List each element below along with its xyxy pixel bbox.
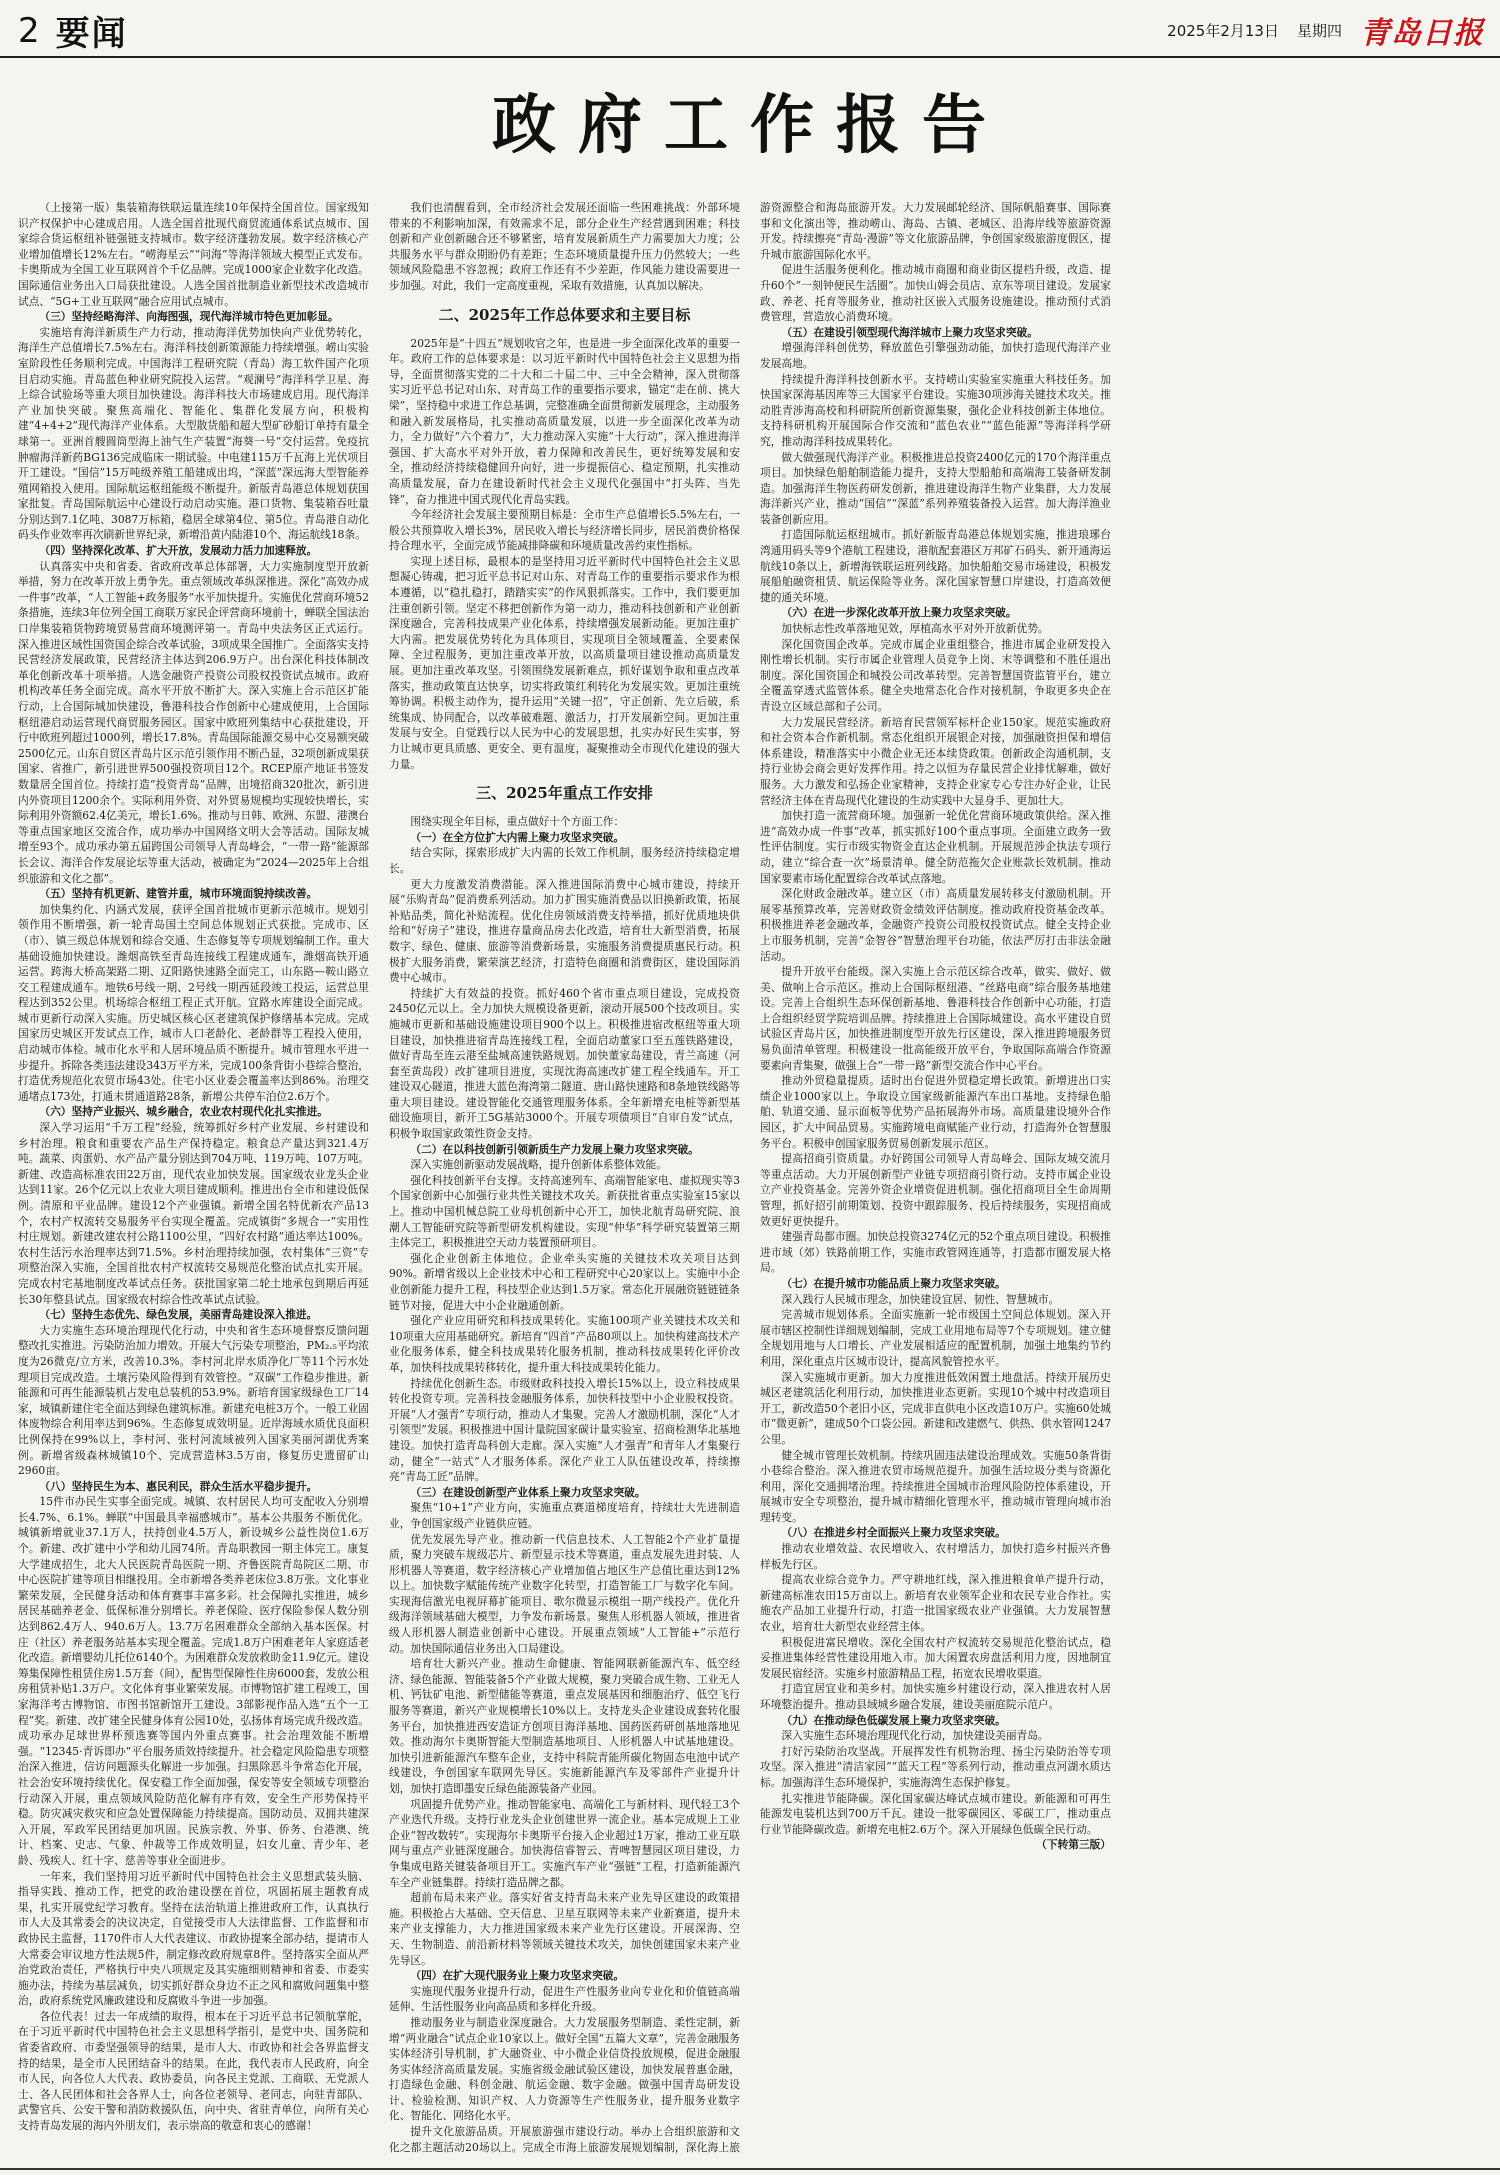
article-paragraph: 提升开放平台能级。深入实施上合示范区综合改革，做实、做好、做美、做响上合示范区。推动上合国际枢纽港、“丝路电商”综合服务基地建设。完善上合组织生态环保创新基地、鲁港科技合作创新中心功能，打造上合组织经贸学院培训品牌。持续推进上合国际城建设。高水平建设自贸试验区青岛片区，加快推进制度型开放先行区建设，深入推进跨境服务贸易负面清单管理。积极建设一批高能级开放平台，争取国际高端合作资源要素向青集聚，做强上合“一带一路”新型交流合作中心平台。 (760, 965, 1111, 1072)
article-paragraph: 优先发展先导产业。推动新一代信息技术、人工智能2个产业扩量提质，聚力突破车规级芯片、新型显示技术等赛道，重点发展先进封装、人形机器人等赛道，数字经济核心产业增加值占地区生产总值比重达到12%以上。加快数字赋能传统产业数字化转型，打造智能工厂与数字化车间。实现海信激光电视屏幕扩能项目、歌尔微显示模组一期产线投产。优化升级海洋领域基础大模型，力争发布新场景。聚焦人形机器人领域，推进省级人形机器人制造业创新中心建设。开展重点领域“人工智能+”示范行动。加快国际通信业务出入口局建设。 (389, 1532, 740, 1655)
article-paragraph: 提升文化旅游品质。开展旅游强市建设行动。举办上合组织旅游和文化之都主题活动20场以上。完成全市海上旅游发展规划编制，深化海上旅游资源整合和海岛旅游开发。大力发展邮轮经济、国际帆船赛事、国际赛事和文化演出等，推动崂山、海岛、古镇、老城区、沿海岸线等旅游资源开发。持续擦亮“青岛·漫游”等文化旅游品牌，争创国家级旅游度假区，提升城市旅游国际化水平。 (389, 201, 1111, 2154)
section-heading: 三、2025年重点工作安排 (476, 784, 653, 803)
article-paragraph: 深化财政金融改革。建立区（市）高质量发展转移支付激励机制。开展零基预算改革，完善财政资金绩效评估制度。推动政府投资基金改革。积极推进养老金融改革，金融资产投资公司股权投资试点。健全支持企业上市服务机制，完善“金智谷”智慧治理平台功能，依法严厉打击非法金融活动。 (760, 887, 1111, 963)
masthead (0, 0, 1500, 58)
article-paragraph: 完善城市规划体系。全面实施新一轮市级国土空间总体规划。深入开展市辖区控制性详细规划编制，完成工业用地布局等7个专项规划。建立健全规划用地与人口增长、产业发展相适应的配置机制，加强土地集约节约利用，深化重点片区城市设计，提高风貌管控水平。 (760, 1308, 1111, 1368)
newspaper-logo: 青岛日报 (1360, 16, 1484, 51)
article-paragraph: 促进生活服务便利化。推动城市商圈和商业街区提档升级，改造、提升60个“一刻钟便民生活圈”。加快山姆会员店、京东等项目建设。发展家政、养老、托育等服务业，推动社区嵌入式服务设施建设。推动预付式消费管理，营造放心消费环境。 (760, 263, 1111, 324)
article-paragraph: 实施培育海洋新质生产力行动，推动海洋优势加快向产业优势转化，海洋生产总值增长7.5%左右。海洋科技创新策源能力持续增强。崂山实验室阶段性任务顺利完成。中国海洋工程研究院（青岛）海工软件国产化项目启动实施。青岛蓝色种业研究院投入运营。“观澜号”海洋科学卫星、海上综合试验场等重大项目加快建设。海洋科技大市场建成启用。现代海洋产业加快突破。聚焦高端化、智能化、集群化发展方向，积极构建“4+4+2”现代海洋产业体系。大型散货船和超大型矿砂船订单持有量全球第一。亚洲首艘圆筒型海上油气生产装置“海葵一号”交付运营。免疫抗肿瘤海洋新药BG136完成临床一期试验。中电建115万千瓦海上光伏项目开工建设。“国信”15万吨级养殖工船建成出坞，“深蓝”深远海大型智能养殖网箱投入使用。国际航运枢纽能级不断提升。新版青岛港总体规划获国家批复。青岛国际航运中心建设行动启动实施。港口货物、集装箱吞吐量分别达到7.1亿吨、3087万标箱，稳居全球第4位、第5位。青岛港自动化码头作业效率再次刷新世界纪录，新增沿黄内陆港10个、海运航线18条。 (18, 325, 369, 542)
article-paragraph: 大力实施生态环境治理现代化行动，中央和省生态环境督察反馈问题整改扎实推进。污染防治加力增效。开展大气污染专项整治，PM₂.₅平均浓度为26微克/立方米，改善10.3%。李村河北岸水质净化厂等11个污水处理项目完成改造。土壤污染风险得到有效管控。“双碳”工作稳步推进。新能源和可再生能源装机占发电总装机的53.9%。新培育国家级绿色工厂14家，城镇新建住宅全面达到绿色建筑标准。新建充电桩3万个。一般工业固体废物综合利用率达到96%。生态修复成效明显。近岸海域水质优良面积比例保持在99%以上，李村河、张村河流域被列入国家美丽河湖优秀案例。新增省级森林城镇10个、完成营造林3.5万亩，修复历史遗留矿山2960亩。 (18, 1323, 369, 1478)
article-headline: 政府工作报告 (492, 88, 1008, 163)
article-paragraph: 聚焦“10+1”产业方向，实施重点赛道梯度培育，持续壮大先进制造业，争创国家级产业链供应链。 (389, 1501, 740, 1530)
article-paragraph: 深入实施创新驱动发展战略，提升创新体系整体效能。 (410, 1158, 667, 1172)
article-paragraph: 巩固提升优势产业。推动智能家电、高端化工与新材料、现代轻工3个产业迭代升级。支持行业龙头企业创建世界一流企业。基本完成规上工业企业“智改数转”。实现海尔卡奥斯平台接入企业超过1万家，推动工业互联网与重点产业链深度融合。加快海信睿智云、青啤智慧园区项目建设，力争集成电路关键装备项目开工。实施汽车产业“强链”工程，打造新能源汽车全产业链集群。持续打造品牌之都。 (389, 1797, 740, 1889)
article-paragraph: 15件市办民生实事全面完成。城镇、农村居民人均可支配收入分别增长4.7%、6.1%。蝉联“中国最具幸福感城市”。基本公共服务不断优化。城镇新增就业37.1万人，扶持创业4.5万人，新设城乡公益性岗位1.6万个。新建、改扩建中小学和幼儿园74所。青岛职教园一期主体完工。康复大学建成招生，北大人民医院青岛医院一期、齐鲁医院青岛院区二期、市中心医院扩建等项目相继投用。全市新增各类养老床位3.8万张。文化事业繁荣发展，全民健身活动和体育赛事丰富多彩。社会保障扎实推进，城乡居民基础养老金、低保标准分别增长。养老保险、医疗保险参保人数分别达到862.4万人、940.6万人。13.7万名困难群众全部纳入基本医保。村庄（社区）养老服务站基本实现全覆盖。完成1.8万户困难老年人家庭适老化改造。新增婴幼儿托位6140个。为困难群众发放救助金11.9亿元。建设筹集保障性租赁住房1.5万套（间），配售型保障性住房6000套，发放公租房租赁补贴1.3万户。文化体育事业繁荣发展。市博物馆扩建工程竣工，国家海洋考古博物馆、市图书馆新馆开工建设。3部影视作品入选“五个一工程”奖。新建、改扩建全民健身体育公园10处，弘扬体育场完成升级改造。成功承办足球世界杯预选赛等国内外重点赛事。社会治理效能不断增强。“12345·青诉即办”平台服务质效持续提升。社会稳定风险隐患专项整治深入推进，信访问题源头化解进一步加强。扫黑除恶斗争常态化开展，社会治安环境持续优化。保安稳工作全面加强，保安等安全领域专项整治行动深入开展，重点领域风险防范化解有序有效，安全生产形势保持平稳。防灾减灾救灾和应急处置保障能力持续提高。国防动员、双拥共建深入开展，军政军民团结更加巩固。民族宗教、外事、侨务、台港澳、统计、档案、史志、气象、仲裁等工作成效明显，妇女儿童、青少年、老龄、残疾人、红十字、慈善等事业全面进步。 (18, 1495, 369, 1867)
issue-weekday: 星期四 (1296, 21, 1342, 40)
section-heading: 二、2025年工作总体要求和主要目标 (438, 305, 691, 324)
article-paragraph: 健全城市管理长效机制。持续巩固违法建设治理成效。实施50条背街小巷综合整治。深入推进农贸市场规范提升。加强生活垃圾分类与资源化利用，深化交通拥堵治理。持续推进全国城市治理风险防控体系建设，开展城市安全专项整治，提升城市精细化管理水平，推动城市管理向城市治理转变。 (760, 1448, 1111, 1524)
article-paragraph: 建强青岛都市圈。加快总投资3274亿元的52个重点项目建设。积极推进市域（郊）铁路前期工作，实施市政管网连通等，打造都市圈发展大格局。 (760, 1230, 1111, 1275)
subsection-heading: （二）在以科技创新引领新质生产力发展上聚力攻坚求突破。 (410, 1142, 699, 1156)
article-paragraph: 推动农业增效益、农民增收入、农村增活力，加快打造乡村振兴齐鲁样板先行区。 (760, 1542, 1111, 1571)
subsection-heading: （八）坚持民生为本、惠民利民，群众生活水平稳步提升。 (39, 1479, 318, 1493)
article-paragraph: 2025年是“十四五”规划收官之年，也是进一步全面深化改革的重要一年。政府工作的总体要求是：以习近平新时代中国特色社会主义思想为指导，全面贯彻落实党的二十大和二十届二中、三中全会精神，深入贯彻落实习近平总书记对山东、对青岛工作的重要指示要求，锚定“走在前、挑大梁”，坚持稳中求进工作总基调，完整准确全面贯彻新发展理念，主动服务和融入新发展格局，扎实推动高质量发展，以进一步全面深化改革为动力，全力做好“六个着力”，大力推动深入实施“十大行动”，深入推进海洋强国、扩大高水平对外开放，着力保障和改善民生，更好统筹发展和安全，推动经济持续稳健回升向好，进一步提振信心、稳定预期，扎实推动高质量发展，奋力在建设新时代社会主义现代化强国中“打头阵、当先锋”，奋力推进中国式现代化青岛实践。 (389, 336, 740, 506)
article-paragraph: 推动外贸稳量提质。适时出台促进外贸稳定增长政策。新增进出口实绩企业1000家以上。争取设立国家级新能源汽车出口基地。支持绿色船舶、轨道交通、显示面板等优势产品拓展海外市场。高质量建设境外合作园区，扩大中间品贸易。实施跨境电商赋能产业行动，打造海外仓智慧服务平台。积极申创国家服务贸易创新发展示范区。 (760, 1074, 1111, 1150)
article-paragraph: 打造宜居宜业和美乡村。加快实施乡村建设行动，深入推进农村人居环境整治提升。推动县域城乡融合发展，建设美丽庭院示范户。 (760, 1682, 1111, 1711)
article-paragraph: 强化企业创新主体地位。企业牵头实施的关键技术攻关项目达到90%。新增省级以上企业技术中心和工程研究中心20家以上。实施中小企业创新能力提升工程，科技型企业达到1.5万家。常态化开展融资链链链条链节对接，促进大中小企业融通创新。 (389, 1251, 740, 1312)
subsection-heading: （四）坚持深化改革、扩大开放，发展动力活力加速释放。 (39, 544, 318, 558)
page-header (18, 6, 128, 55)
subsection-heading: （三）在建设创新型产业体系上聚力攻坚求突破。 (410, 1485, 646, 1499)
article-paragraph: 深化国资国企改革。完成市属企业重组整合，推进市属企业研发投入刚性增长机制。实行市属企业管理人员竞争上岗、末等调整和不胜任退出制度。深化国资国企和城投公司改革转型。完善智慧国资监管平台，建立全覆盖穿透式监管体系。健全央地常态化合作对接机制，争取更多央企在青设立区域总部和子公司。 (760, 637, 1111, 713)
page-number: 2 (18, 10, 40, 51)
bottom-rule (0, 2168, 1500, 2170)
article-paragraph: 今年经济社会发展主要预期目标是：全市生产总值增长5.5%左右，一般公共预算收入增长3%，居民收入增长与经济增长同步，居民消费价格保持合理水平，全面完成节能减排降碳和环境质量改善约束性指标。 (389, 508, 740, 553)
article-paragraph: 我们也清醒看到，全市经济社会发展还面临一些困难挑战：外部环境带来的不利影响加深，有效需求不足，部分企业生产经营遇到困难；科技创新和产业创新融合还不够紧密，培育发展新质生产力需要加大力度；公共服务水平与群众期盼仍有差距；生态环境质量提升压力仍然较大；一些领域风险隐患不容忽视；政府工作还有不少差距，作风能力建设需要进一步加强。对此，我们一定高度重视，采取有效措施，认真加以解决。 (389, 201, 740, 292)
article-paragraph: 持续优化创新生态。市级财政科技投入增长15%以上，设立科技成果转化投资专项。完善科技金融服务体系，加快科技型中小企业股权投资。开展“人才强青”专项行动，推动人才集聚。完善人才激励机制，深化“人才引领型”发展。积极推进中国计量院国家碳计量实验室、招商检测华北基地建设。加快打造青岛科创大走廊。深入实施“人才强青”和青年人才集聚行动，健全“一站式”人才服务体系。深化产业工人队伍建设改革，持续擦亮“青岛工匠”品牌。 (389, 1376, 740, 1484)
article-paragraph: 深入践行人民城市理念，加快建设宜居、韧性、智慧城市。 (781, 1292, 1060, 1306)
article-paragraph: 深入实施城市更新。加大力度推进低效闲置土地盘活。持续开展历史城区老建筑活化利用行动，加快推进业态更新。实现10个城中村改造项目开工，新改造50个老旧小区，完成非直供电小区改造10万户。实施60处城市“微更新”，建成50个口袋公园。新建和改建燃气、供热、供水管网1247公里。 (760, 1370, 1111, 1446)
subsection-heading: （三）坚持经略海洋、向海图强，现代海洋城市特色更加彰显。 (39, 310, 339, 324)
continued-note: （下转第三版） (1036, 1838, 1111, 1852)
article-paragraph: 强化产业应用研究和科技成果转化。实施100项产业关键技术攻关和10项重大应用基础研究。新培育“四首”产品80项以上。加快构建高技术产业化服务体系，健全科技成果转化服务机制，推动科技成果转化评价改革，加快科技成果转移转化，提升重大科技成果转化能力。 (389, 1314, 740, 1374)
article-paragraph: （上接第一版）集装箱海铁联运量连续10年保持全国首位。国家级知识产权保护中心建成启用。人选全国首批现代商贸流通体系试点城市、国家综合货运枢纽补链强链支持城市。数字经济蓬勃发展。数字经济核心产业增加值增长12%左右。“崂海星云”“问海”等海洋领域大模型正式发布。卡奥斯成为全国工业互联网首个千亿品牌。完成1000家企业数字化改造。国际通信业务出入口局获批建设。人选全国首批制造业新型技术改造城市试点、“5G+工业互联网”融合应用试点城市。 (18, 201, 369, 308)
article-paragraph: 打好污染防治攻坚战。开展挥发性有机物治理、扬尘污染防治等专项攻坚。深入推进“清洁家园”“蓝天工程”等系列行动，推动重点河湖水质达标。加强海洋生态环境保护，实施海湾生态保护修复。 (760, 1744, 1111, 1789)
article-paragraph: 持续提升海洋科技创新水平。支持崂山实验室实施重大科技任务。加快国家深海基因库等三大国家平台建设。实施30项涉海关键技术攻关。推动胜青涉海高校和科研院所创新资源集聚，强化企业科技创新主体地位。支持科研机构开展国际合作交流和“蓝色农业”“蓝色能源”等海洋科学研究，推动海洋科技成果转化。 (760, 372, 1111, 448)
subsection-heading: （七）坚持生态优先、绿色发展，美丽青岛建设深入推进。 (39, 1308, 318, 1322)
article-paragraph: 深入学习运用“千万工程”经验，统筹抓好乡村产业发展、乡村建设和乡村治理。粮食和重要农产品生产保持稳定。粮食总产量达到321.4万吨。蔬菜、肉蛋奶、水产品产量分别达到704万吨、119万吨、107万吨。新建、改造高标准农田22万亩，现代农业加快发展。国家级农业龙头企业达到11家。26个亿元以上农业大项目建成顺利。推进出台全市和建设低保例。清原和平业品牌。建设12个产业强镇。新增全国名特优新农产品13个，农村产权流转交易服务平台实现全覆盖。完成镇街“多规合一”实用性村庄规划。新建改建农村公路1100公里，“四好农村路”通达率达100%。农村生活污水治理率达到71.5%。乡村治理持续加强，农村集体“三资”专项整治深入实施，全国首批农村产权流转交易规范化整治试点扎实开展。完成农村宅基地制度改革试点任务。获批国家第二轮土地承包到期后再延长30年整县试点。国家级农村综合性改革试点试验。 (18, 1121, 369, 1306)
section-name: 要闻 (55, 14, 128, 54)
article-paragraph: 强化科技创新平台支撑。支持高速列车、高端智能家电、虚拟现实等3个国家创新中心加强行业共性关键技术攻关。新获批省重点实验室15家以上。推动中国机械总院工业母机创新中心开工，加快北航青岛研究院、浪潮人工智能研究院等新型研发机构建设。实现“仲华”科学研究装置第三期主体完工，积极推进空天动力装置预研项目。 (389, 1173, 740, 1250)
article-paragraph: 围绕实现全年目标，重点做好十个方面工作： (410, 815, 625, 829)
issue-date: 2025年2月13日 (1167, 21, 1279, 40)
subsection-heading: （六）在进一步深化改革开放上聚力攻坚求突破。 (781, 606, 1017, 620)
article-paragraph: 一年来，我们坚持用习近平新时代中国特色社会主义思想武装头脑、指导实践、推动工作，把党的政治建设摆在首位，巩固拓展主题教育成果，扎实开展党纪学习教育。坚持在法治轨道上推进政府工作，认真执行市人大及其常委会的决议决定，自觉接受市人大法律监督、工作监督和市政协民主监督，1170件市人大代表建议、市政协提案全部办结，提请市人大常委会审议地方性法规5件，制定修改政府规章8件。坚持落实全面从严治党政治责任，严格执行中央八项规定及其实施细则精神和省委、市委实施办法，持续为基层减负，切实抓好群众身边不正之风和腐败问题集中整治，政府系统党风廉政建设和反腐败斗争进一步加强。 (18, 1869, 369, 2008)
article-paragraph: 持续扩大有效益的投资。抓好460个省市重点项目建设，完成投资2450亿元以上。全力加快大规模设备更新，滚动开展500个技改项目。实施城市更新和基础设施建设项目900个以上。积极推进宿改枢纽等重大项目建设，加快推进宿青岛连接线工程，全面启动董家口至五莲铁路建设，做好青岛至连云港至盐城高速铁路规划。加快董家岛建设，青兰高速（河套至黄岛段）改扩建项目进度，实现沈海高速改扩建工程全线通车。开工建设双心隧道，推进大蓝色海湾第二隧道、唐山路快速路和8条地铁线路等重大项目建设。建设智能化交通管理服务体系。全年新增充电桩等新型基础设施项目，新开工5G基站3000个。开展专项债项目“自审自发”试点，积极争取国家政策性资金支持。 (389, 986, 740, 1141)
subsection-heading: （四）在扩大现代服务业上聚力攻坚求突破。 (410, 1969, 625, 1983)
article-paragraph: 推动服务业与制造业深度融合。大力发展服务型制造、柔性定制，新增“两业融合”试点企业10家以上。做好全国“五篇大文章”，完善金融服务实体经济引导机制，扩大融资业、中小微企业信贷投放规模，促进金融服务实体经济高质量发展。实施省级金融试验区建设，加快发展普惠金融，打造绿色金融、科创金融、航运金融、数字金融。做强中国青岛研发设计、检验检测、知识产权、人力资源等生产性服务业，提升服务业数字化、智能化、网络化水平。 (389, 2015, 740, 2123)
article-paragraph: 实现上述目标，最根本的是坚持用习近平新时代中国特色社会主义思想凝心铸魂，把习近平总书记对山东、对青岛工作的重要指示要求作为根本遵循，以“稳扎稳打，踏踏实实”的作风狠抓落实。工作中，我们要更加注重创新引领。坚定不移把创新作为第一动力，推动科技创新和产业创新深度融合，完善科技成果产业化体系，持续增强发展新动能。更加注重扩大内需。把发展优势转化为具体项目，实现项目全领域覆盖、全要素保障、全过程服务，更加注重改革开放，以高质量项目建设推动高质量发展。更加注重改革攻坚。引领围绕发展新难点，抓好谋划争取和重点改革落实，推动政策直达快享，切实将政策红利转化为发展实效。更加注重统筹协调。积极主动作为，提升运用“关键一招”，守正创新、先立后破，系统集成、协同配合，以改革破难题、激活力，打开发展新空间。更加注重发展与安全。自觉践行以人民为中心的发展思想，扎实办好民生实事，努力让城市更具质感、更安全、更有温度，凝聚推动全市现代化建设的强大力量。 (389, 554, 740, 771)
article-paragraph: 结合实际，探索形成扩大内需的长效工作机制，服务经济持续稳定增长。 (389, 846, 740, 875)
subsection-heading: （五）在建设引领型现代海洋城市上聚力攻坚求突破。 (781, 325, 1038, 339)
article-paragraph: 加快打造一流营商环境。加强新一轮优化营商环境政策供给。深入推进“高效办成一件事”改革，抓实抓好100个重点事项。全面建立政务一致性评估制度。实行市级实物资金直达企业机制。开展规范涉企执法专项行动，建立“综合查一次”场景清单。健全防范拖欠企业账款长效机制。推动国家要素市场化配置综合改革试点落地。 (760, 809, 1111, 885)
article-paragraph: 增强海洋科创优势，释放蓝色引擎强劲动能，加快打造现代海洋产业发展高地。 (760, 341, 1111, 370)
subsection-heading: （八）在推进乡村全面振兴上聚力攻坚求突破。 (781, 1526, 1006, 1540)
article-paragraph: 实施现代服务业提升行动，促进生产性服务业向专业化和价值链高端延伸、生活性服务业向高品质和多样化升级。 (389, 1984, 740, 2014)
article-paragraph: 更大力度激发消费潜能。深入推进国际消费中心城市建设，持续开展“乐购青岛”促消费系列活动。加力扩围实施消费品以旧换新政策，拓展补贴品类，简化补贴流程。优化住房领域消费支持举措，抓好优质地块供给和“好房子”建设，推进存量商品房去化改造，培育壮大新型消费，拓展数字、绿色、健康、旅游等消费新场景，实施服务消费提质惠民行动。积极扩大服务消费，繁荣演艺经济，打造特色商圈和消费街区，建设国际消费中心城市。 (389, 877, 740, 985)
subsection-heading: （一）在全方位扩大内需上聚力攻坚求突破。 (410, 830, 625, 844)
article-paragraph: 大力发展民营经济。新培育民营领军标杆企业150家。规范实施政府和社会资本合作新机制。常态化组织开展银企对接，加强融资担保和增信体系建设，精准落实中小微企业无还本续贷政策。创新政企沟通机制，支持行业协会商会更好发挥作用。持之以恒为存量民营企业排忧解难，做好服务。大力激发和弘扬企业家精神，支持企业家专心专注办好企业，让民营经济主体在青岛现代化建设的生动实践中大显身手、更加壮大。 (760, 715, 1111, 807)
article-paragraph: 提高招商引资质量。办好跨国公司领导人青岛峰会、国际友城交流月等重点活动。大力开展创新型产业链专项招商引资行动。支持市属企业设立产业投资基金。完善外资企业增资促进机制。强化招商项目全生命周期管理，抓好招引前期策划、投资中跟踪服务、投后持续服务，实现招商成效更好更快提升。 (760, 1152, 1111, 1228)
article-paragraph: 深入实施生态环境治理现代化行动，加快建设美丽青岛。 (781, 1729, 1049, 1743)
article-paragraph: 加快集约化、内涵式发展，获评全国首批城市更新示范城市。规划引领作用不断增强，新一轮青岛国土空间总体规划正式获批。完成市、区（市）、镇三级总体规划和综合交通、生态修复等专项规划编制工作。重大基础设施加快建设。潍烟高铁至青岛连接线工程建成通车，潍烟高铁开通运营。跨海大桥高架路二期、辽阳路快速路全面完工，山东路—鞍山路立交工程建成通车。地铁6号线一期、2号线一期西延段竣工投运，运营总里程达到352公里。机场综合枢纽工程正式开航。宜路水库建设全面完成。城市更新行动深入实施。历史城区核心区老建筑保护修缮基本完成。完成国家历史城区开发试点工作，城市人口老龄化、老龄群等工程投入使用，启动城市体检。城市化水平和人居环境品质不断提升。城市管理水平进一步提升。拆除各类违法建设343万平方米，完成100条背街小巷综合整治，打造优秀规范化农贸市场43处。住宅小区业委会覆盖率达到86%。治理交通堵点173处，打通未贯通道路28条，新增公共停车泊位2.6万个。 (18, 902, 369, 1103)
article-paragraph: 积极促进富民增收。深化全国农村产权流转交易规范化整治试点，稳妥推进集体经营性建设用地入市。加大闲置农房盘活利用力度，因地制宜发展民宿经济。实施乡村旅游精品工程，拓宽农民增收渠道。 (760, 1635, 1111, 1680)
article-paragraph: 扎实推进节能降碳。深化国家碳达峰试点城市建设。新能源和可再生能源发电装机达到700万千瓦。建设一批零碳园区、零碳工厂，推动重点行业节能降碳改造。新增充电桩2.6万个。深入开展绿色低碳全民行动。 (760, 1791, 1111, 1836)
masthead-info (1167, 8, 1484, 52)
article-paragraph: 加快标志性改革落地见效，厚植高水平对外开放新优势。 (781, 622, 1049, 636)
subsection-heading: （六）坚持产业振兴、城乡融合，农业农村现代化扎实推进。 (39, 1105, 328, 1119)
article-paragraph: 培育壮大新兴产业。推动生命健康、智能网联新能源汽车、低空经济、绿色能源、智能装备5个产业做大规模，聚力突破合成生物、工业无人机、钙钛矿电池、新型储能等赛道，重点发展基因和细胞治疗、低空飞行服务等赛道，新兴产业规模增长10%以上。支持龙头企业建设成套转化服务平台，加快推进西安造证方创项目海洋基地、国药医药研创基地落地见效。推动海尔卡奥斯智能大型制造基地项目、人形机器人中试基地建设。加快引进新能源汽车整车企业，支持中科院青能所碳化物固态电池中试产线建设，争创国家车联网先导区。实施新能源汽车及零部件产业提升计划，加快打造即墨安丘绿色能源装备产业园。 (389, 1657, 740, 1795)
article-body (18, 200, 1482, 2162)
article-paragraph: 超前布局未来产业。落实好省支持青岛未来产业先导区建设的政策措施。积极抢占大基础、空天信息、卫星互联网等未来产业新赛道，提升未来产业支撑能力，大力推进国家级未来产业先行区建设。开展深海、空天、生物制造、前沿新材料等领域关键技术攻关，加快创建国家未来产业先导区。 (389, 1891, 740, 1967)
article-paragraph: 认真落实中央和省委、省政府改革总体部署，大力实施制度型开放新举措，努力在改革开放上勇争先。重点领域改革纵深推进。深化“高效办成一件事”改革，“人工智能+政务服务”水平加快提升。实施优化营商环境52条措施，连续3年位列全国工商联万家民企评营商环境前十，蝉联全国法治口岸集装箱货物跨境贸易营商环境测评第一。青岛中央法务区正式运行。深入推进区域性国资国企综合改革试验，3项成果全国推广。全面落实支持民营经济发展政策，民营经济主体达到206.9万户。出台深化科技体制改革化创新改革十项举措。人选金融资产投资公司股权投资试点城市。政府机构改革任务全面完成。高水平开放不断扩大。深入实施上合示范区扩能行动，上合国际城加快建设，鲁港科技合作创新中心建成使用，上合国际枢纽港启动运营现代商贸服务园区。国家中欧班列集结中心获批建设，开行中欧班列超过1000列，增长17.8%。青岛国际能源交易中心交易额突破2500亿元。山东自贸区青岛片区示范引领作用不断凸显，32项创新成果获国家、省推广，新引进世界500强投资项目12个。RCEP原产地证书签发数量居全国首位。持续打造“投资青岛”品牌，出境招商320批次，新引进内外资项目1200余个。实际利用外资、对外贸易规模均实现较快增长，实际利用外资额62.4亿美元，增长1.6%。推动与日韩、欧洲、东盟、港澳台等重点国家地区交流合作，成功举办中国网络文明大会等活动。国际友城增至93个。成功承办第五届跨国公司领导人青岛峰会，“一带一路”能源部长会议、海洋合作发展论坛等重大活动，被确定为“2024—2025年上合组织旅游和文化之都”。 (18, 559, 369, 885)
article-paragraph: 打造国际航运枢纽城市。抓好新版青岛港总体规划实施，推进琅琊台湾通用码头等9个港航工程建设，港航配套港区万邦矿石码头、新开通海运航线10条以上，新增海铁联运班列线路。加快船舶交易市场建设，积极发展船舶融资租赁、航运保险等业务。深化国家智慧口岸建设，打造高效便捷的通关环境。 (760, 528, 1111, 604)
article-paragraph: 各位代表！过去一年成绩的取得，根本在于习近平总书记领航掌舵，在于习近平新时代中国特色社会主义思想科学指引，是党中央、国务院和省委省政府、市委坚强领导的结果，是市人大、市政协和社会各界监督支持的结果，是全市人民团结奋斗的结果。在此，我代表市人民政府，向全市人民，向各位人大代表、政协委员，向各民主党派、工商联、无党派人士、各人民团体和社会各界人士，向各位老领导、老同志，向驻青部队、武警官兵、公安干警和消防救援队伍，向中央、省驻青单位，向所有关心支持青岛发展的海内外朋友们，表示崇高的敬意和衷心的感谢！ (18, 2009, 369, 2133)
subsection-heading: （九）在推动绿色低碳发展上聚力攻坚求突破。 (781, 1713, 1006, 1727)
article-paragraph: 做大做强现代海洋产业。积极推进总投资2400亿元的170个海洋重点项目。加快绿色船舶制造能力提升，支持大型船舶和高端海工装备研发制造。加强海洋生物医药研发创新，推进建设海洋生物产业集群，大力发展海洋新兴产业，推动“国信”“深蓝”系列养殖装备投入运营。加大海洋渔业装备创新应用。 (760, 450, 1111, 526)
subsection-heading: （五）坚持有机更新、建管并重，城市环境面貌持续改善。 (39, 887, 318, 901)
subsection-heading: （七）在提升城市功能品质上聚力攻坚求突破。 (781, 1276, 1006, 1290)
article-paragraph: 提高农业综合竞争力。严守耕地红线，深入推进粮食单产提升行动，新建高标准农田15万亩以上。新培育农业领军企业和农民专业合作社。实施农产品加工业提升行动，打造一批国家级农业产业强镇。大力发展智慧农业，培育壮大新型农业经营主体。 (760, 1573, 1111, 1634)
